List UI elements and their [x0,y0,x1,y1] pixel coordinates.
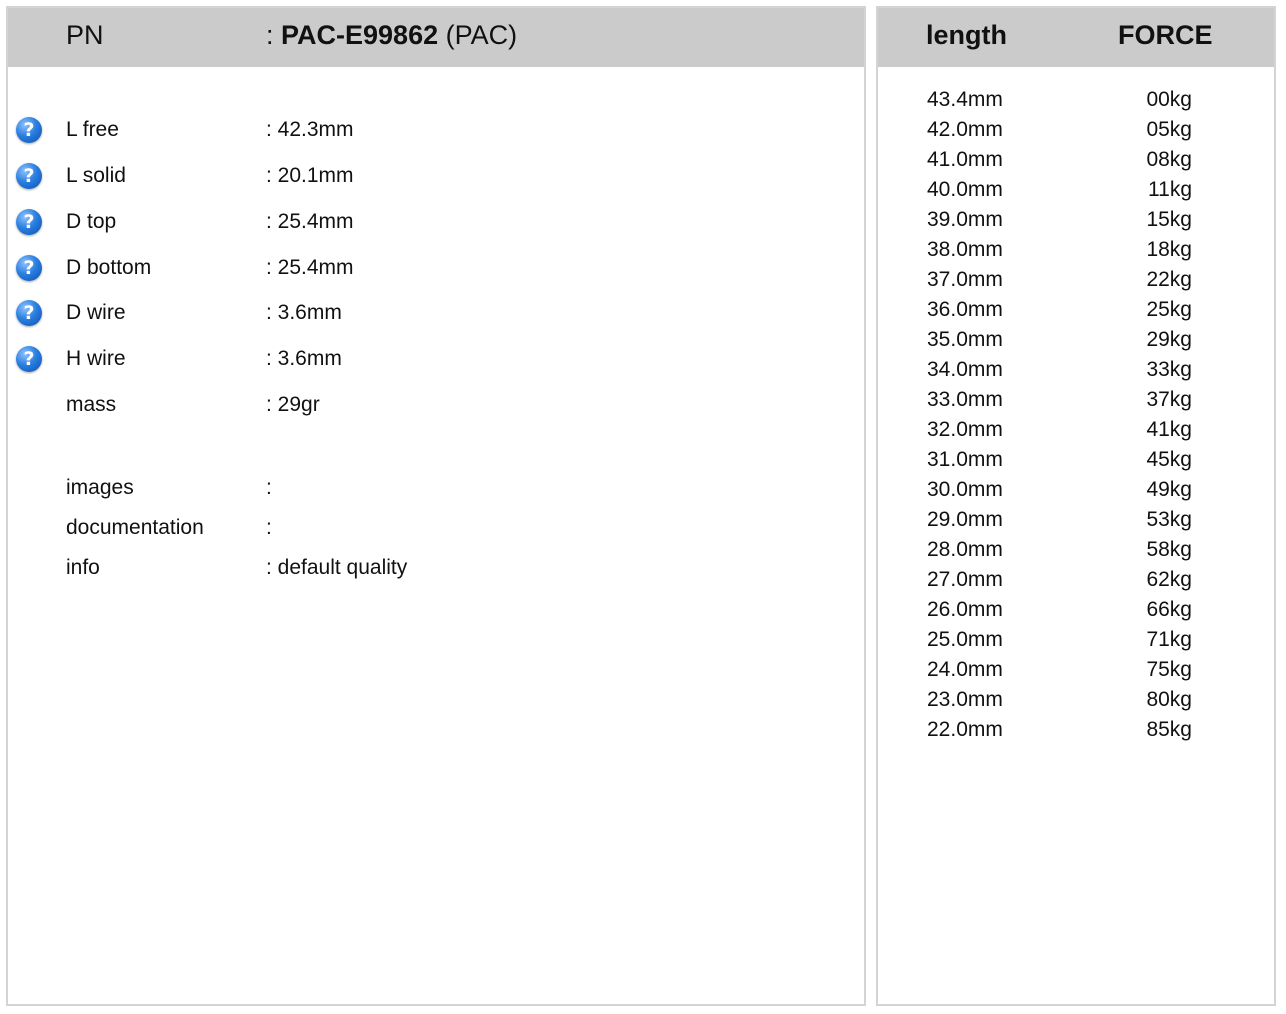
pn-prefix: : [266,20,282,50]
length-cell: 22.0mm [927,718,1003,741]
question-icon[interactable]: ? [16,117,42,143]
spec-label: D bottom [66,256,152,279]
force-table-row [878,388,1274,418]
length-cell: 27.0mm [927,568,1003,591]
force-cell: 15kg [1146,208,1192,231]
pn-brand: (PAC) [438,20,518,50]
force-table-row [878,718,1274,748]
force-table-row [878,508,1274,538]
length-cell: 32.0mm [927,418,1003,441]
length-cell: 28.0mm [927,538,1003,561]
length-cell: 35.0mm [927,328,1003,351]
force-cell: 05kg [1146,118,1192,141]
question-icon[interactable]: ? [16,209,42,235]
spec-row-l-solid [8,164,864,194]
spec-row-mass [8,393,864,423]
force-cell: 41kg [1146,418,1192,441]
force-table-row [878,208,1274,238]
length-cell: 40.0mm [927,178,1003,201]
spec-row-d-bottom [8,256,864,286]
force-cell: 71kg [1146,628,1192,651]
pn-label: PN [66,20,104,50]
force-table-row [878,148,1274,178]
force-table-panel [876,6,1276,1006]
length-cell: 42.0mm [927,118,1003,141]
force-table-row [878,178,1274,208]
spring-spec-panel [6,6,866,1006]
force-cell: 08kg [1146,148,1192,171]
force-table-row [878,118,1274,148]
force-table-row [878,328,1274,358]
force-table-row [878,658,1274,688]
force-cell: 45kg [1146,448,1192,471]
extra-row-documentation [8,516,864,546]
pn-value [266,20,517,51]
force-table-row [878,418,1274,448]
spec-value: : 20.1mm [266,164,354,187]
force-table-row [878,88,1274,118]
spec-label: L solid [66,164,126,187]
extra-value: : [266,516,272,539]
spec-value: : 29gr [266,393,320,416]
extra-label: images [66,476,134,499]
length-cell: 36.0mm [927,298,1003,321]
force-table-body [878,88,1274,748]
spec-label: D wire [66,301,126,324]
extra-label: documentation [66,516,204,539]
length-cell: 33.0mm [927,388,1003,411]
force-cell: 25kg [1146,298,1192,321]
length-cell: 26.0mm [927,598,1003,621]
pn-header [8,8,864,67]
force-cell: 66kg [1146,598,1192,621]
spec-row-d-top [8,210,864,240]
force-table-row [878,538,1274,568]
spec-label: L free [66,118,119,141]
force-table-row [878,478,1274,508]
length-cell: 23.0mm [927,688,1003,711]
force-cell: 11kg [1148,178,1192,201]
force-table-row [878,688,1274,718]
extra-row-info [8,556,864,586]
force-cell: 80kg [1146,688,1192,711]
force-cell: 62kg [1146,568,1192,591]
spec-row-h-wire [8,347,864,377]
force-table-header [878,8,1274,67]
spec-row-d-wire [8,301,864,331]
spec-value: : 3.6mm [266,347,342,370]
extra-value: : [266,476,272,499]
force-table-row [878,268,1274,298]
question-icon[interactable]: ? [16,346,42,372]
part-number: PAC-E99862 [281,20,439,50]
length-cell: 25.0mm [927,628,1003,651]
question-icon[interactable]: ? [16,163,42,189]
extra-label: info [66,556,100,579]
force-table-row [878,628,1274,658]
force-table-row [878,298,1274,328]
force-cell: 33kg [1146,358,1192,381]
column-header-force: FORCE [1118,20,1213,50]
force-table-row [878,568,1274,598]
length-cell: 43.4mm [927,88,1003,111]
force-cell: 58kg [1146,538,1192,561]
length-cell: 41.0mm [927,148,1003,171]
column-header-length: length [926,20,1007,50]
extra-row-images [8,476,864,506]
force-cell: 29kg [1146,328,1192,351]
force-cell: 49kg [1146,478,1192,501]
length-cell: 31.0mm [927,448,1003,471]
force-cell: 75kg [1146,658,1192,681]
force-table-row [878,358,1274,388]
force-cell: 00kg [1146,88,1192,111]
length-cell: 37.0mm [927,268,1003,291]
question-icon[interactable]: ? [16,300,42,326]
length-cell: 24.0mm [927,658,1003,681]
force-cell: 85kg [1146,718,1192,741]
force-cell: 18kg [1146,238,1192,261]
force-cell: 37kg [1146,388,1192,411]
length-cell: 38.0mm [927,238,1003,261]
spec-value: : 25.4mm [266,256,354,279]
force-table-row [878,238,1274,268]
question-icon[interactable]: ? [16,255,42,281]
spec-value: : 25.4mm [266,210,354,233]
spec-label: D top [66,210,117,233]
spec-value: : 42.3mm [266,118,354,141]
force-cell: 22kg [1146,268,1192,291]
length-cell: 34.0mm [927,358,1003,381]
spec-value: : 3.6mm [266,301,342,324]
spec-label: H wire [66,347,126,370]
length-cell: 39.0mm [927,208,1003,231]
force-table-row [878,448,1274,478]
spec-label: mass [66,393,117,416]
spec-row-l-free [8,118,864,148]
force-table-row [878,598,1274,628]
force-cell: 53kg [1146,508,1192,531]
extra-value: : default quality [266,556,408,579]
length-cell: 29.0mm [927,508,1003,531]
length-cell: 30.0mm [927,478,1003,501]
